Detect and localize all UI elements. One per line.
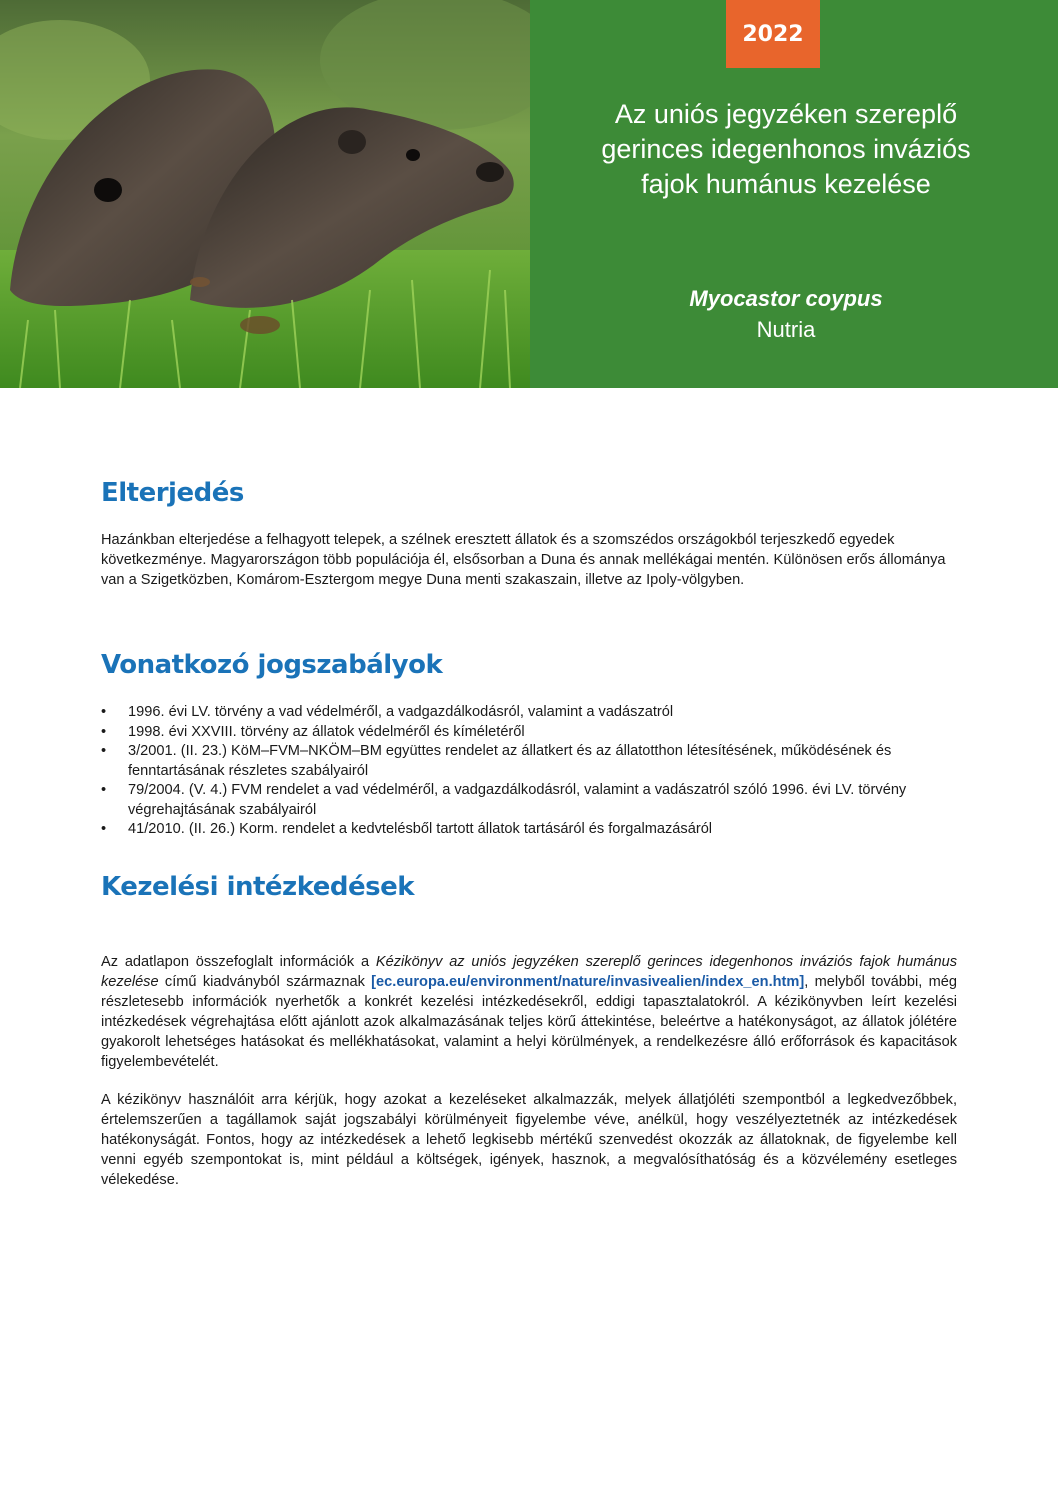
bullet-icon: • (101, 704, 107, 720)
law-text: 1998. évi XXVIII. törvény az állatok védelméről és kíméletéről (128, 723, 525, 740)
nutria-illustration (0, 0, 530, 388)
title-line: gerinces idegenhonos inváziós (601, 134, 971, 164)
species-latin-name: Myocastor coypus (689, 286, 883, 311)
spread-paragraph: Hazánkban elterjedése a felhagyott telepek, a szélnek eresztett állatok és a szomszédos országokból terjeszkedő egyedek következménye. Magyarországon több populációja él, elsősorban a Duna és annak mellékágai mentén. Különösen erős állománya van a Szigetközben, Komárom-Esztergom megye Duna menti szakaszain, illetve az Ipoly-völgyben. (101, 532, 946, 588)
law-list (101, 703, 957, 840)
section-heading-laws: Vonatkozó jogszabályok (101, 650, 443, 680)
list-item (101, 742, 957, 781)
document-title (560, 97, 1012, 202)
species-name (560, 283, 1012, 345)
law-text: 3/2001. (II. 23.) KöM–FVM–NKÖM–BM együttes rendelet az állatkert és az állatotthon létesítésének, működésének és fenntartásának részletes szabályairól (128, 743, 892, 779)
section-heading-spread: Elterjedés (101, 478, 244, 508)
handbook-title: Kézikönyv az uniós jegyzéken szereplő gerinces idegenhonos inváziós fajok humánus kezelése (101, 954, 958, 990)
nutria-photo (0, 0, 530, 388)
species-common-name: Nutria (756, 317, 816, 342)
title-line: fajok humánus kezelése (641, 169, 931, 199)
bullet-icon: • (101, 821, 107, 837)
law-text: 41/2010. (II. 26.) Korm. rendelet a kedvtelésből tartott állatok tartásáról és forgalmazásáról (128, 821, 713, 837)
law-text: 1996. évi LV. törvény a vad védelméről, a vadgazdálkodásról, valamint a vadászatról (128, 704, 674, 720)
list-item (101, 781, 957, 820)
bullet-icon: • (101, 723, 107, 740)
list-item (101, 820, 957, 840)
law-text: 79/2004. (V. 4.) FVM rendelet a vad védelméről, a vadgazdálkodásról, valamint a vadászatról szóló 1996. évi LV. törvény végrehajtásának szabályairól (128, 782, 907, 818)
title-line: Az uniós jegyzéken szereplő (614, 99, 958, 129)
text-segment: , melyből további, még részletesebb információk nyerhetők a konkrét kezelési intézkedésekről, eddigi tapasztalatokról. A kézikönyvben leírt kezelési intézkedések végrehajtása előtt ajánlott azok alkalmazásának teljes körű áttekintése, beleértve a hatékonyságot, az állatok jólétére gyakorolt lehetséges hatásokat és mellékhatásokat, valamint a helyi körülmények, a rendelkezésre álló erőforrások és kapacitások figyelembevételét. (101, 974, 957, 1070)
bullet-icon: • (101, 782, 107, 798)
measures-paragraph-2: A kézikönyv használóit arra kérjük, hogy azokat a kezeléseket alkalmazzák, melyek állatjóléti szempontból a legkedvezőbbek, értelemszerűen a tagállamok saját jogszabályi körülményeit figyelembe véve, anélkül, hogy veszélyeztetnék az intézkedések hatékonyságát. Fontos, hogy az intézkedések a lehető legkisebb mértékű szenvedést okozzák az állatoknak, de figyelembe kell venni egyéb szempontokat is, mint például a költségek, igények, hasznok, a megvalósíthatóság és a közvélemény esetleges vélekedése. (101, 1092, 957, 1188)
year-badge: 2022 (726, 0, 820, 68)
list-item (101, 703, 957, 723)
measures-paragraph-1 (101, 952, 957, 1072)
list-item (101, 723, 957, 743)
text-segment: című kiadványból származnak (158, 974, 372, 990)
bullet-icon: • (101, 743, 107, 759)
text-segment: Az adatlapon összefoglalt információk a (101, 954, 376, 970)
section-heading-measures: Kezelési intézkedések (101, 872, 415, 902)
page-header (0, 0, 1058, 388)
source-link[interactable]: [ec.europa.eu/environment/nature/invasivealien/index_en.htm] (371, 974, 805, 990)
